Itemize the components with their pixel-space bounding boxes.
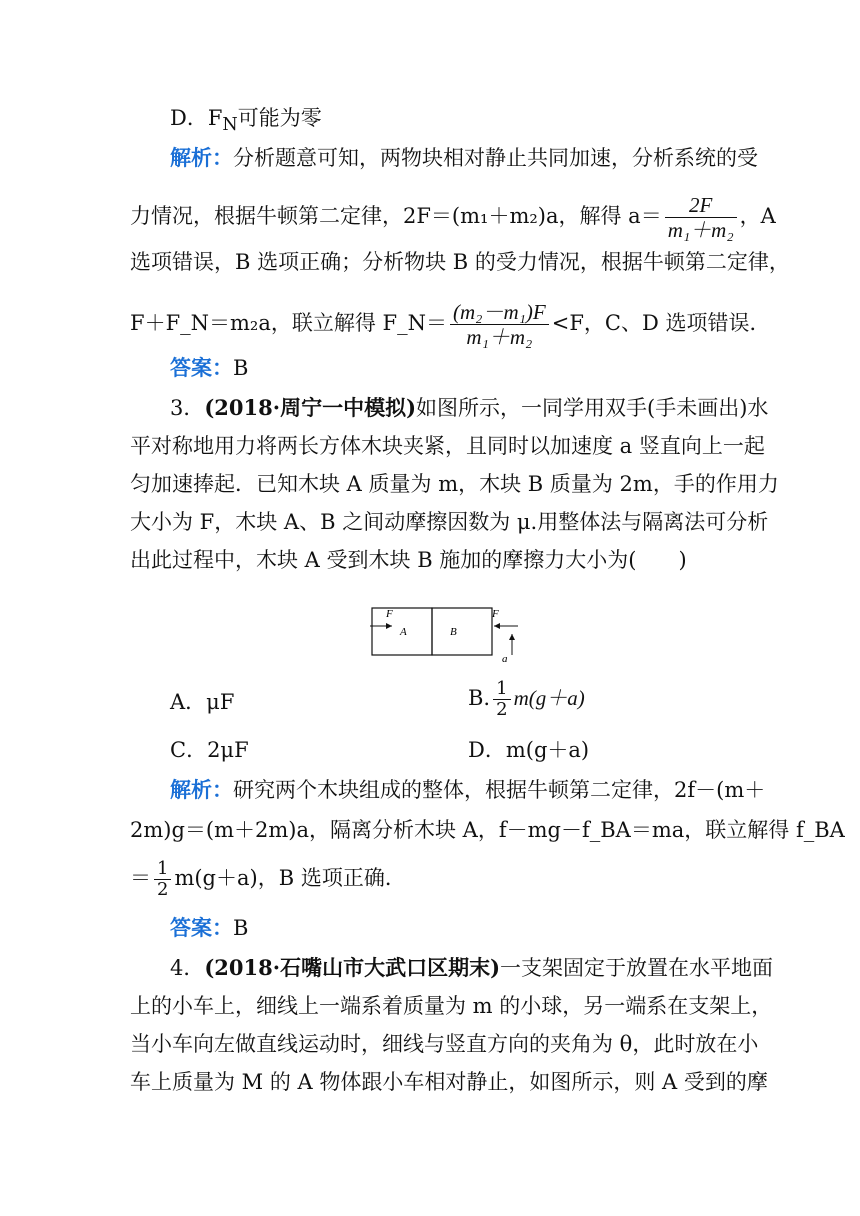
blocks-figure [370,600,520,670]
q4-stem-line-4: 车上质量为 M 的 A 物体跟小车相对静止，如图所示，则 A 受到的摩 [130,1070,768,1094]
q3-option-a: A．μF [170,690,235,714]
q4-stem-line-1: 4．(2018·石嘴山市大武口区期末)一支架固定于放置在水平地面 [170,955,774,980]
q3-option-b: B. $\frac{1}{2}$ m(g＋a) [468,678,585,720]
q3-stem-line-1: 3．(2018·周宁一中模拟)如图所示，一同学用双手(手未画出)水 [170,395,769,420]
q3-stem-line-4: 大小为 F，木块 A、B 之间动摩擦因数为 μ.用整体法与隔离法可分析 [130,510,769,534]
q3-analysis-line-2: 2m)g＝(m＋2m)a，隔离分析木块 A，f－mg－f_BA＝ma，联立解得 f_BA [130,818,845,842]
q2-analysis-line-1: 解析：分析题意可知，两物块相对静止共同加速，分析系统的受 [170,145,758,170]
q3-stem-line-3: 匀加速捧起．已知木块 A 质量为 m，木块 B 质量为 2m，手的作用力 [130,472,779,496]
fraction: $\frac{\text{(m₂－m₁)F}}{\text{m₁＋m₂}}$ [450,300,549,349]
q3-option-c: C．2μF [170,738,249,762]
q4-stem-line-2: 上的小车上，细线上一端系着质量为 m 的小球，另一端系在支架上， [130,994,773,1018]
q3-analysis-line-3: ＝ $\frac{1}{2}$ m(g＋a)，B 选项正确． [130,858,406,900]
label-accel: a [502,653,508,665]
q3-analysis-line-1: 解析：研究两个木块组成的整体，根据牛顿第二定律，2f－(m＋ [170,777,766,802]
label-f-right: F [492,608,499,620]
q3-answer: 答案：B [170,915,249,940]
q2-option-d: D．$F_N$可能为零 [170,106,322,136]
q2-analysis-line-2: 力情况，根据牛顿第二定律，2F＝(m₁＋m₂)a，解得 a＝ $\frac{2F}{\text{m₁＋m₂}}$ ，A [130,193,776,242]
q3-option-d: D．m(g＋a) [468,738,590,762]
q3-stem-line-2: 平对称地用力将两长方体木块夹紧，且同时以加速度 a 竖直向上一起 [130,434,765,458]
q4-stem-line-3: 当小车向左做直线运动时，细线与竖直方向的夹角为 θ，此时放在小 [130,1032,759,1056]
question-source: (2018·周宁一中模拟) [204,395,417,420]
question-source: (2018·石嘴山市大武口区期末) [204,955,501,980]
q2-answer: 答案：B [170,355,249,380]
fraction: $\frac{2F}{\text{m₁＋m₂}}$ [665,193,737,242]
label-block-b: B [450,626,457,638]
q3-stem-line-5: 出此过程中，木块 A 受到木块 B 施加的摩擦力大小为( ) [130,548,687,572]
label-block-a: A [400,626,407,638]
q2-analysis-line-3: 选项错误，B 选项正确；分析物块 B 的受力情况，根据牛顿第二定律， [130,250,790,274]
q2-analysis-line-4: F＋F_N＝m₂a，联立解得 F_N＝ $\frac{\text{(m₂－m₁)F}}{\text{m₁＋m₂}}$ <F，C、D 选项错误． [130,300,771,349]
analysis-label: 解析： [170,145,233,170]
label-f-left: F [386,608,393,620]
